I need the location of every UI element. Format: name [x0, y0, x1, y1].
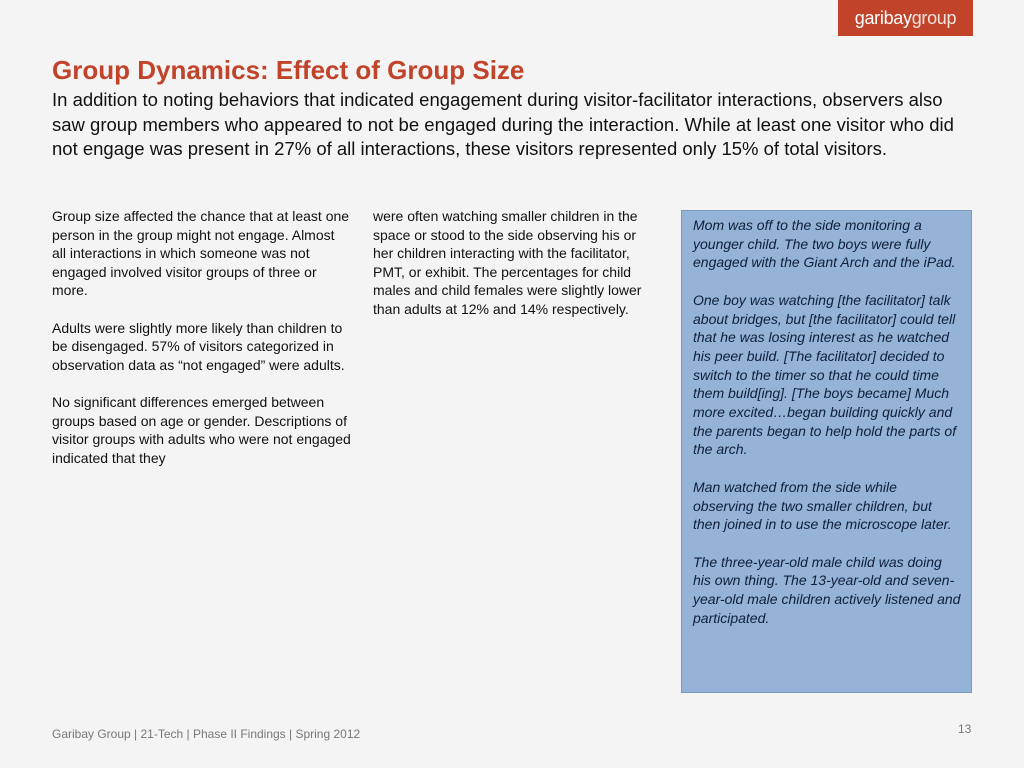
logo-text-secondary: group [911, 7, 957, 28]
left-paragraph-adults: Adults were slightly more likely than children to be disengaged. 57% of visitors categorized in observation data as “not engaged” were adults. [52, 319, 345, 373]
quote-boy-losing-interest: One boy was watching [the facilitator] talk about bridges, but [the facilitator] could tell that he was losing interest as he watched his peer build. [The facilitator] decided to switch to the timer so that he could time them build[ing]. [The boys became] Much more excited…began building quickly and the parents began to help hold the parts of the arch. [693, 291, 957, 458]
page-number: 13 [958, 722, 972, 736]
middle-paragraph-continuation: were often watching smaller children in the space or stood to the side observing his or her children interacting with the facilitator, PMT, or exhibit. The percentages for child males and child females were slightly lower than adults at 12% and 14% respectively. [373, 208, 642, 317]
slide-title: Group Dynamics: Effect of Group Size [52, 55, 525, 85]
quote-three-year-old: The three-year-old male child was doing his own thing. The 13-year-old and seven-year-old male children actively listened and participated. [693, 553, 961, 626]
logo-text-primary: garibay [854, 7, 912, 28]
quote-man-watching: Man watched from the side while observing the two smaller children, but then joined in to use the microscope later. [693, 478, 952, 533]
quote-mom-monitoring: Mom was off to the side monitoring a younger child. The two boys were fully engaged with the Giant Arch and the iPad. [693, 217, 956, 271]
middle-text-column [373, 207, 658, 337]
observation-quotes-box [681, 210, 972, 693]
left-paragraph-age-gender: No significant differences emerged between groups based on age or gender. Descriptions of visitor groups with adults who were not engaged indicated that they [52, 393, 351, 466]
slide-footer: Garibay Group | 21-Tech | Phase II Findings | Spring 2012 [52, 727, 361, 741]
garibay-group-logo [838, 0, 973, 36]
left-text-column [52, 207, 352, 486]
intro-paragraph: In addition to noting behaviors that indicated engagement during visitor-facilitator interactions, observers also saw group members who appeared to not be engaged during the interaction. While at least one visitor who did not engage was present in 27% of all interactions, these visitors represented only 15% of total visitors. [52, 89, 954, 159]
left-paragraph-group-size: Group size affected the chance that at least one person in the group might not engage. Almost all interactions in which someone was not engaged involved visitor groups of three or more. [52, 208, 350, 299]
